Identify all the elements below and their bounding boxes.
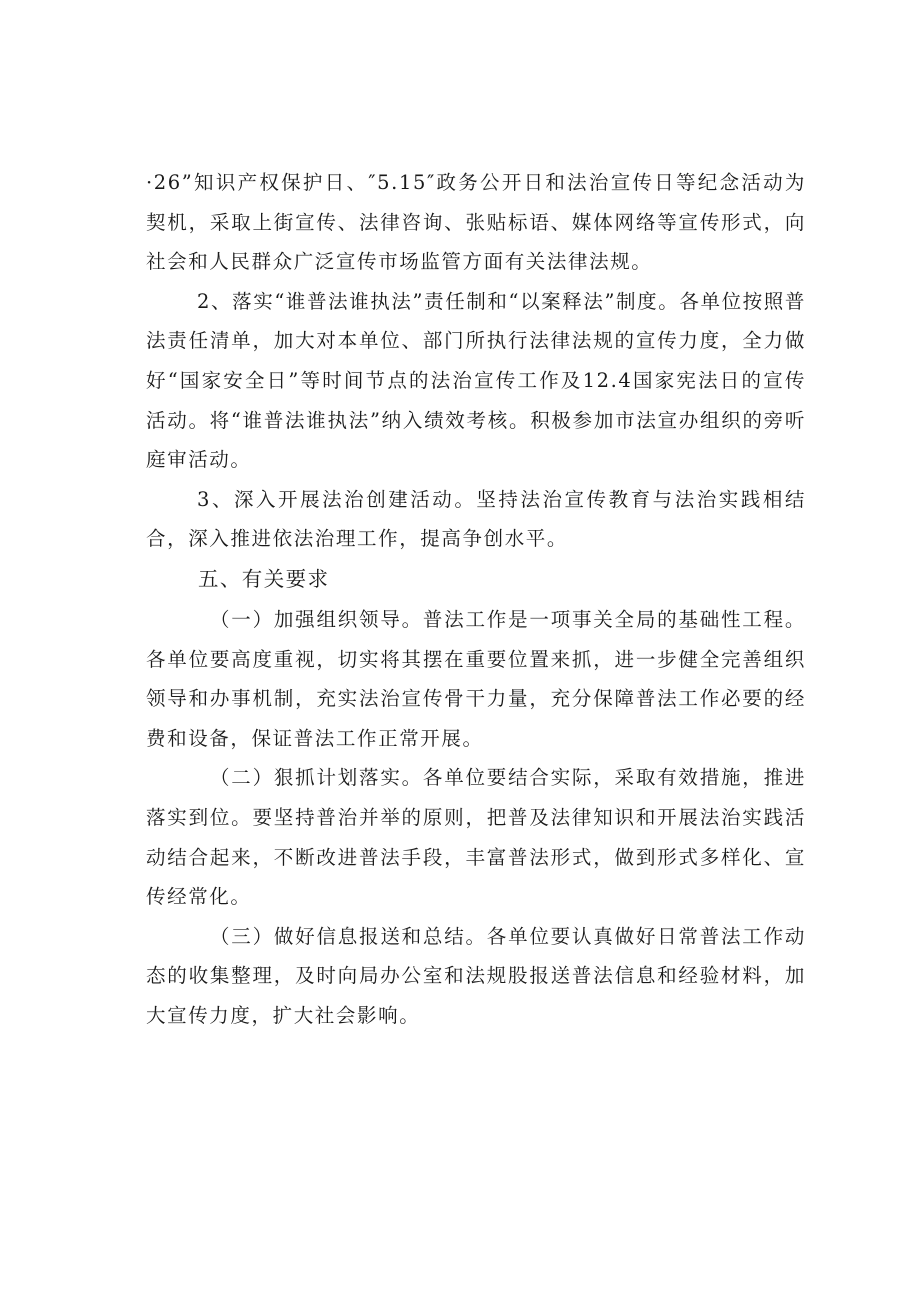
requirement-3: （三）做好信息报送和总结。各单位要认真做好日常普法工作动态的收集整理，及时向局办公室和法规股报送普法信息和经验材料，加大宣传力度，扩大社会影响。 <box>146 924 806 1027</box>
paragraph-item-2: 2、落实“谁普法谁执法”责任制和“以案释法”制度。各单位按照普法责任清单，加大对本单位、部门所执行法律法规的宣传力度，全力做好“国家安全日”等时间节点的法治宣传工作及12.4国家宪法日的宣传活动。将“谁普法谁执法”纳入绩效考核。积极参加市法宣办组织的旁听庭审活动。 <box>146 289 806 472</box>
requirement-1: （一）加强组织领导。普法工作是一项事关全局的基础性工程。各单位要高度重视，切实将其摆在重要位置来抓，进一步健全完善组织领导和办事机制，充实法治宣传骨干力量，充分保障普法工作必要的经费和设备，保证普法工作正常开展。 <box>146 607 806 750</box>
section-heading: 五、有关要求 <box>198 566 330 591</box>
paragraph-continuation: ·26”知识产权保护日、″5.15″政务公开日和法治宣传日等纪念活动为契机，采取上街宣传、法律咨询、张贴标语、媒体网络等宣传形式，向社会和人民群众广泛宣传市场监管方面有关法律法规。 <box>146 171 806 274</box>
paragraph-item-3: 3、深入开展法治创建活动。坚持法治宣传教育与法治实践相结合，深入推进依法治理工作，提高争创水平。 <box>146 487 806 551</box>
requirement-2: （二）狠抓计划落实。各单位要结合实际，采取有效措施，推进落实到位。要坚持普治并举的原则，把普及法律知识和开展法治实践活动结合起来，不断改进普法手段，丰富普法形式，做到形式多样化、宣传经常化。 <box>146 766 806 909</box>
document-body <box>146 163 806 1035</box>
